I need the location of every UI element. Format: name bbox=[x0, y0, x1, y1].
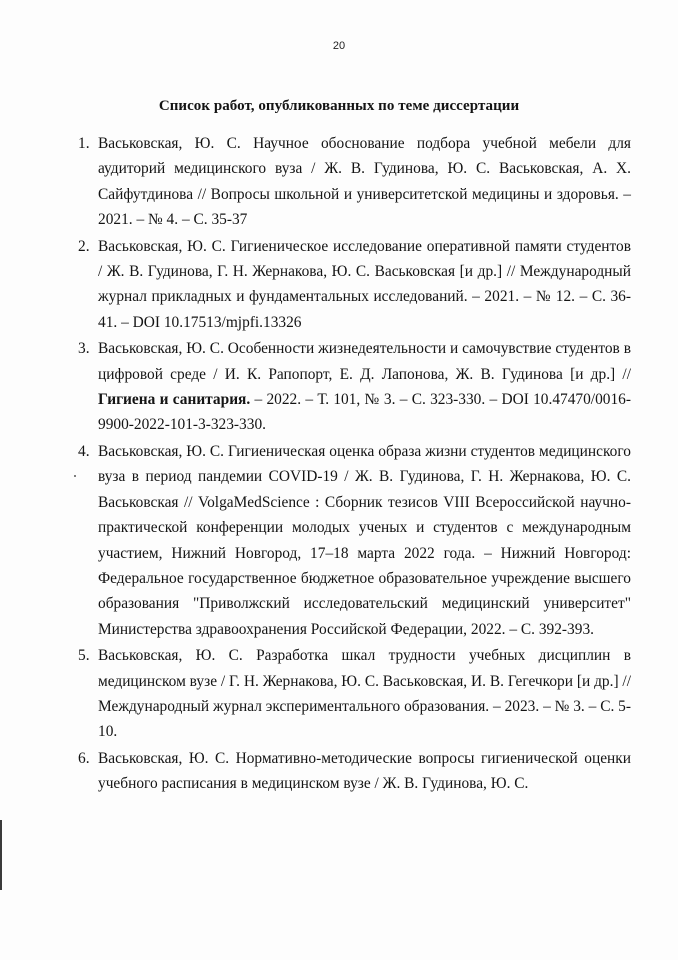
reference-list bbox=[78, 131, 631, 798]
reference-text: Васьковская, Ю. С. Гигиеническое исследование оперативной памяти студентов / Ж. В. Гудинова, Г. Н. Жернакова, Ю. С. Васьковская [и др.] // Международный журнал прикладных и фундаментальных исследований. – 2021. – № 12. – С. 36-41. – DOI 10.17513/mjpfi.13326 bbox=[98, 237, 631, 331]
reference-number: 3. bbox=[78, 340, 90, 358]
reference-text: Васьковская, Ю. С. Разработка шкал трудности учебных дисциплин в медицинском вузе / Г. Н. Жернакова, Ю. С. Васьковская, И. В. Гегечкори [и др.] // Международный журнал экспериментального образования. – 2023. – № 3. – С. 5-10. bbox=[98, 647, 631, 741]
reference-item bbox=[78, 336, 631, 438]
reference-number: 2. bbox=[78, 237, 90, 255]
scan-edge-shadow bbox=[0, 820, 2, 890]
reference-text: Васьковская, Ю. С. Научное обоснование подбора учебной мебели для аудиторий медицинского вуза / Ж. В. Гудинова, Ю. С. Васьковская, А. Х. Сайфутдинова // Вопросы школьной и университетской медицины и здоровья. – 2021. – № 4. – С. 35-37 bbox=[98, 135, 631, 229]
section-heading: Список работ, опубликованных по теме диссертации bbox=[158, 98, 520, 114]
reference-text-start: Васьковская, Ю. С. Особенности жизнедеятельности и самочувствие студентов в цифровой среде / И. К. Рапопорт, Е. Д. Лапонова, Ж. В. Гудинова [и др.] // bbox=[98, 340, 631, 383]
reference-text bbox=[98, 336, 631, 438]
reference-item bbox=[78, 131, 631, 233]
reference-item bbox=[78, 439, 631, 642]
reference-number: 1. bbox=[78, 135, 90, 152]
reference-text: Васьковская, Ю. С. Гигиеническая оценка образа жизни студентов медицинского вуза в период пандемии COVID-19 / Ж. В. Гудинова, Г. Н. Жернакова, Ю. С. Васьковская // VolgaMedScience : Сборник тезисов VIII Всероссийской научно- практической конференции молодых ученых и студентов с международным участием, Нижний Новгород, 17–18 марта 2022 года. – Нижний Новгород: Федеральное государственное бюджетное образовательное учреждение высшего образования "Приволжский исследовательский медицинский университет" Министерства здравоохранения Российской Федерации, 2022. – С. 392-393. bbox=[98, 442, 631, 638]
reference-item bbox=[78, 643, 631, 745]
reference-text: Васьковская, Ю. С. Нормативно-методические вопросы гигиенической оценки учебного расписания в медицинском вузе / Ж. В. Гудинова, Ю. С. bbox=[98, 749, 631, 793]
scan-speck bbox=[74, 475, 76, 477]
reference-text-end: – 2022. – Т. 101, № 3. – С. 323-330. – DOI 10.47470/0016-9900-2022-101-3-323-330. bbox=[98, 391, 631, 434]
reference-number: 5. bbox=[78, 647, 90, 665]
reference-item bbox=[78, 234, 631, 336]
reference-number: 4. bbox=[78, 442, 90, 460]
journal-title-bold: Гигиена и санитария. bbox=[98, 391, 251, 409]
reference-number: 6. bbox=[78, 749, 90, 767]
reference-item bbox=[78, 746, 631, 797]
page-number: 20 bbox=[332, 40, 346, 52]
